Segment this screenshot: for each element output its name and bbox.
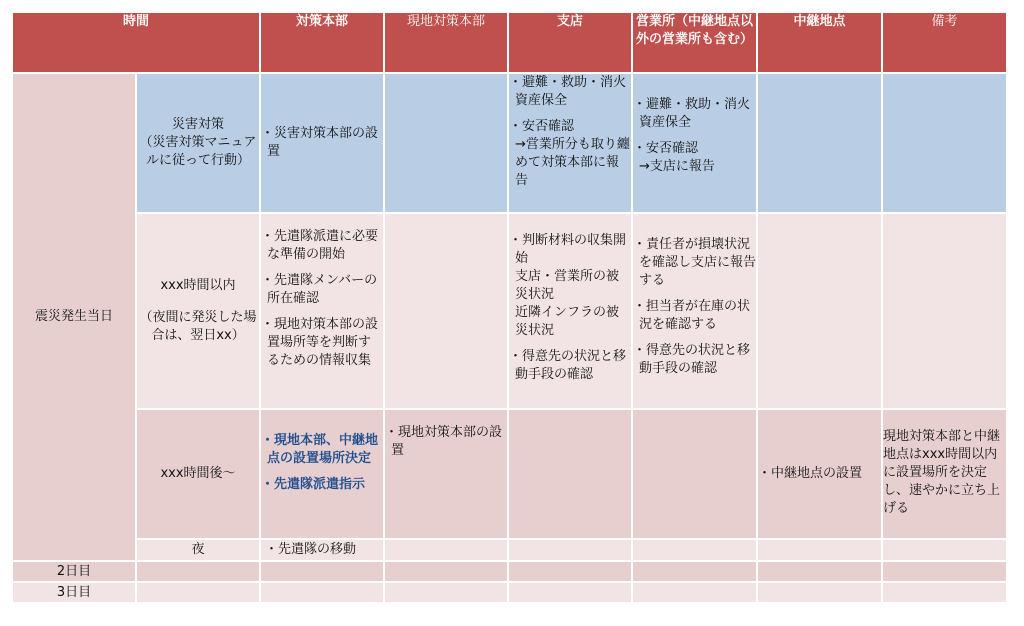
local-hq-disaster-measures [384, 73, 508, 213]
header-local-hq: 現地対策本部 [384, 12, 508, 73]
row-within-hours [12, 213, 1007, 409]
remarks-night [882, 539, 1007, 561]
day2-cell-office [632, 561, 757, 582]
day3-label: 3日目 [12, 582, 136, 603]
relay-night [757, 539, 882, 561]
header-office: 営業所（中継地点以外の営業所も含む） [632, 12, 757, 73]
office-within-item-1: ・責任者が損壊状況を確認し支店に報告する [633, 237, 757, 288]
local-hq-after-hours [384, 409, 508, 539]
hq-within-hours [260, 213, 384, 409]
time-night: 夜 [136, 539, 260, 561]
day3-cell-local-hq [384, 582, 508, 603]
branch-within-item-1: ・判断材料の収集開始 支店・営業所の被災状況 近隣インフラの被災状況 [509, 233, 627, 338]
day2-cell-time [136, 561, 260, 582]
time-disaster-measures [136, 73, 260, 213]
branch-within-item-2: ・得意先の状況と移動手段の確認 [509, 348, 627, 382]
day3-cell-remarks [882, 582, 1007, 603]
header-time: 時間 [12, 12, 260, 73]
hq-within-item-3: ・現地対策本部の設置場所等を判断するための情報収集 [261, 316, 379, 368]
local-hq-within-hours [384, 213, 508, 409]
time-disaster-measures-text: 災害対策 （災害対策マニュアルに従って行動） [139, 117, 257, 168]
header-relay: 中継地点 [757, 12, 882, 73]
hq-within-item-1: ・先遣隊派遣に必要な準備の開始 [261, 229, 379, 262]
relay-after-item-1: ・中継地点の設置 [758, 466, 863, 482]
day3-cell-time [136, 582, 260, 603]
day3-cell-hq [260, 582, 384, 603]
day2-cell-relay [757, 561, 882, 582]
header-branch: 支店 [508, 12, 632, 73]
hq-disaster-measures [260, 73, 384, 213]
relay-disaster-measures [757, 73, 882, 213]
office-within-item-2: ・担当者が在庫の状況を確認する [633, 298, 751, 332]
hq-after-item-1: ・現地本部、中継地点の設置場所決定 [261, 433, 379, 466]
remarks-disaster-measures [882, 73, 1007, 213]
office-disaster-item-1: ・避難・救助・消火 資産保全 [633, 97, 751, 130]
row-day3 [12, 582, 1007, 603]
local-hq-night [384, 539, 508, 561]
day1-label: 震災発生当日 [12, 73, 136, 561]
hq-after-hours [260, 409, 384, 539]
remarks-after-hours: 現地対策本部と中継地点はxxx時間以内に設置場所を決定し、速やかに立ち上げる [882, 409, 1007, 539]
day2-cell-branch [508, 561, 632, 582]
time-within-hours [136, 213, 260, 409]
header-remarks: 備考 [882, 12, 1007, 73]
day2-label: 2日目 [12, 561, 136, 582]
day2-cell-hq [260, 561, 384, 582]
local-hq-after-item-1: ・現地対策本部の設置 [385, 425, 503, 458]
day3-cell-branch [508, 582, 632, 603]
office-night [632, 539, 757, 561]
hq-within-item-2: ・先遣隊メンバーの所在確認 [261, 272, 378, 306]
office-disaster-item-2: ・安否確認 →支店に報告 [633, 140, 715, 174]
day3-cell-relay [757, 582, 882, 603]
branch-night [508, 539, 632, 561]
branch-within-hours [508, 213, 632, 409]
disaster-response-timeline-table [11, 11, 1008, 604]
hq-night: ・先遣隊の移動 [260, 539, 384, 561]
day2-cell-remarks [882, 561, 1007, 582]
branch-disaster-measures [508, 73, 632, 213]
hq-after-item-2: ・先遣隊派遣指示 [261, 476, 366, 492]
branch-disaster-item-2: ・安否確認 →営業所分も取り纏めて対策本部に報告 [509, 118, 630, 188]
row-after-hours [12, 409, 1007, 539]
branch-disaster-item-1: ・避難・救助・消火 資産保全 [509, 75, 627, 108]
office-within-item-3: ・得意先の状況と移動手段の確認 [633, 342, 751, 376]
branch-after-hours [508, 409, 632, 539]
time-within-main: xxx時間以内 [160, 278, 236, 294]
day3-cell-office [632, 582, 757, 603]
day2-cell-local-hq [384, 561, 508, 582]
office-within-hours [632, 213, 757, 409]
relay-within-hours [757, 213, 882, 409]
office-disaster-measures [632, 73, 757, 213]
remarks-within-hours [882, 213, 1007, 409]
row-night [12, 539, 1007, 561]
relay-after-hours [757, 409, 882, 539]
row-disaster-measures [12, 73, 1007, 213]
time-after-hours: xxx時間後～ [136, 409, 260, 539]
office-after-hours [632, 409, 757, 539]
time-within-note: （夜間に発災した場合は、翌日xx） [139, 310, 257, 343]
hq-disaster-item-1: ・災害対策本部の設置 [261, 126, 379, 159]
header-hq: 対策本部 [260, 12, 384, 73]
row-day2 [12, 561, 1007, 582]
header-row [12, 12, 1007, 73]
